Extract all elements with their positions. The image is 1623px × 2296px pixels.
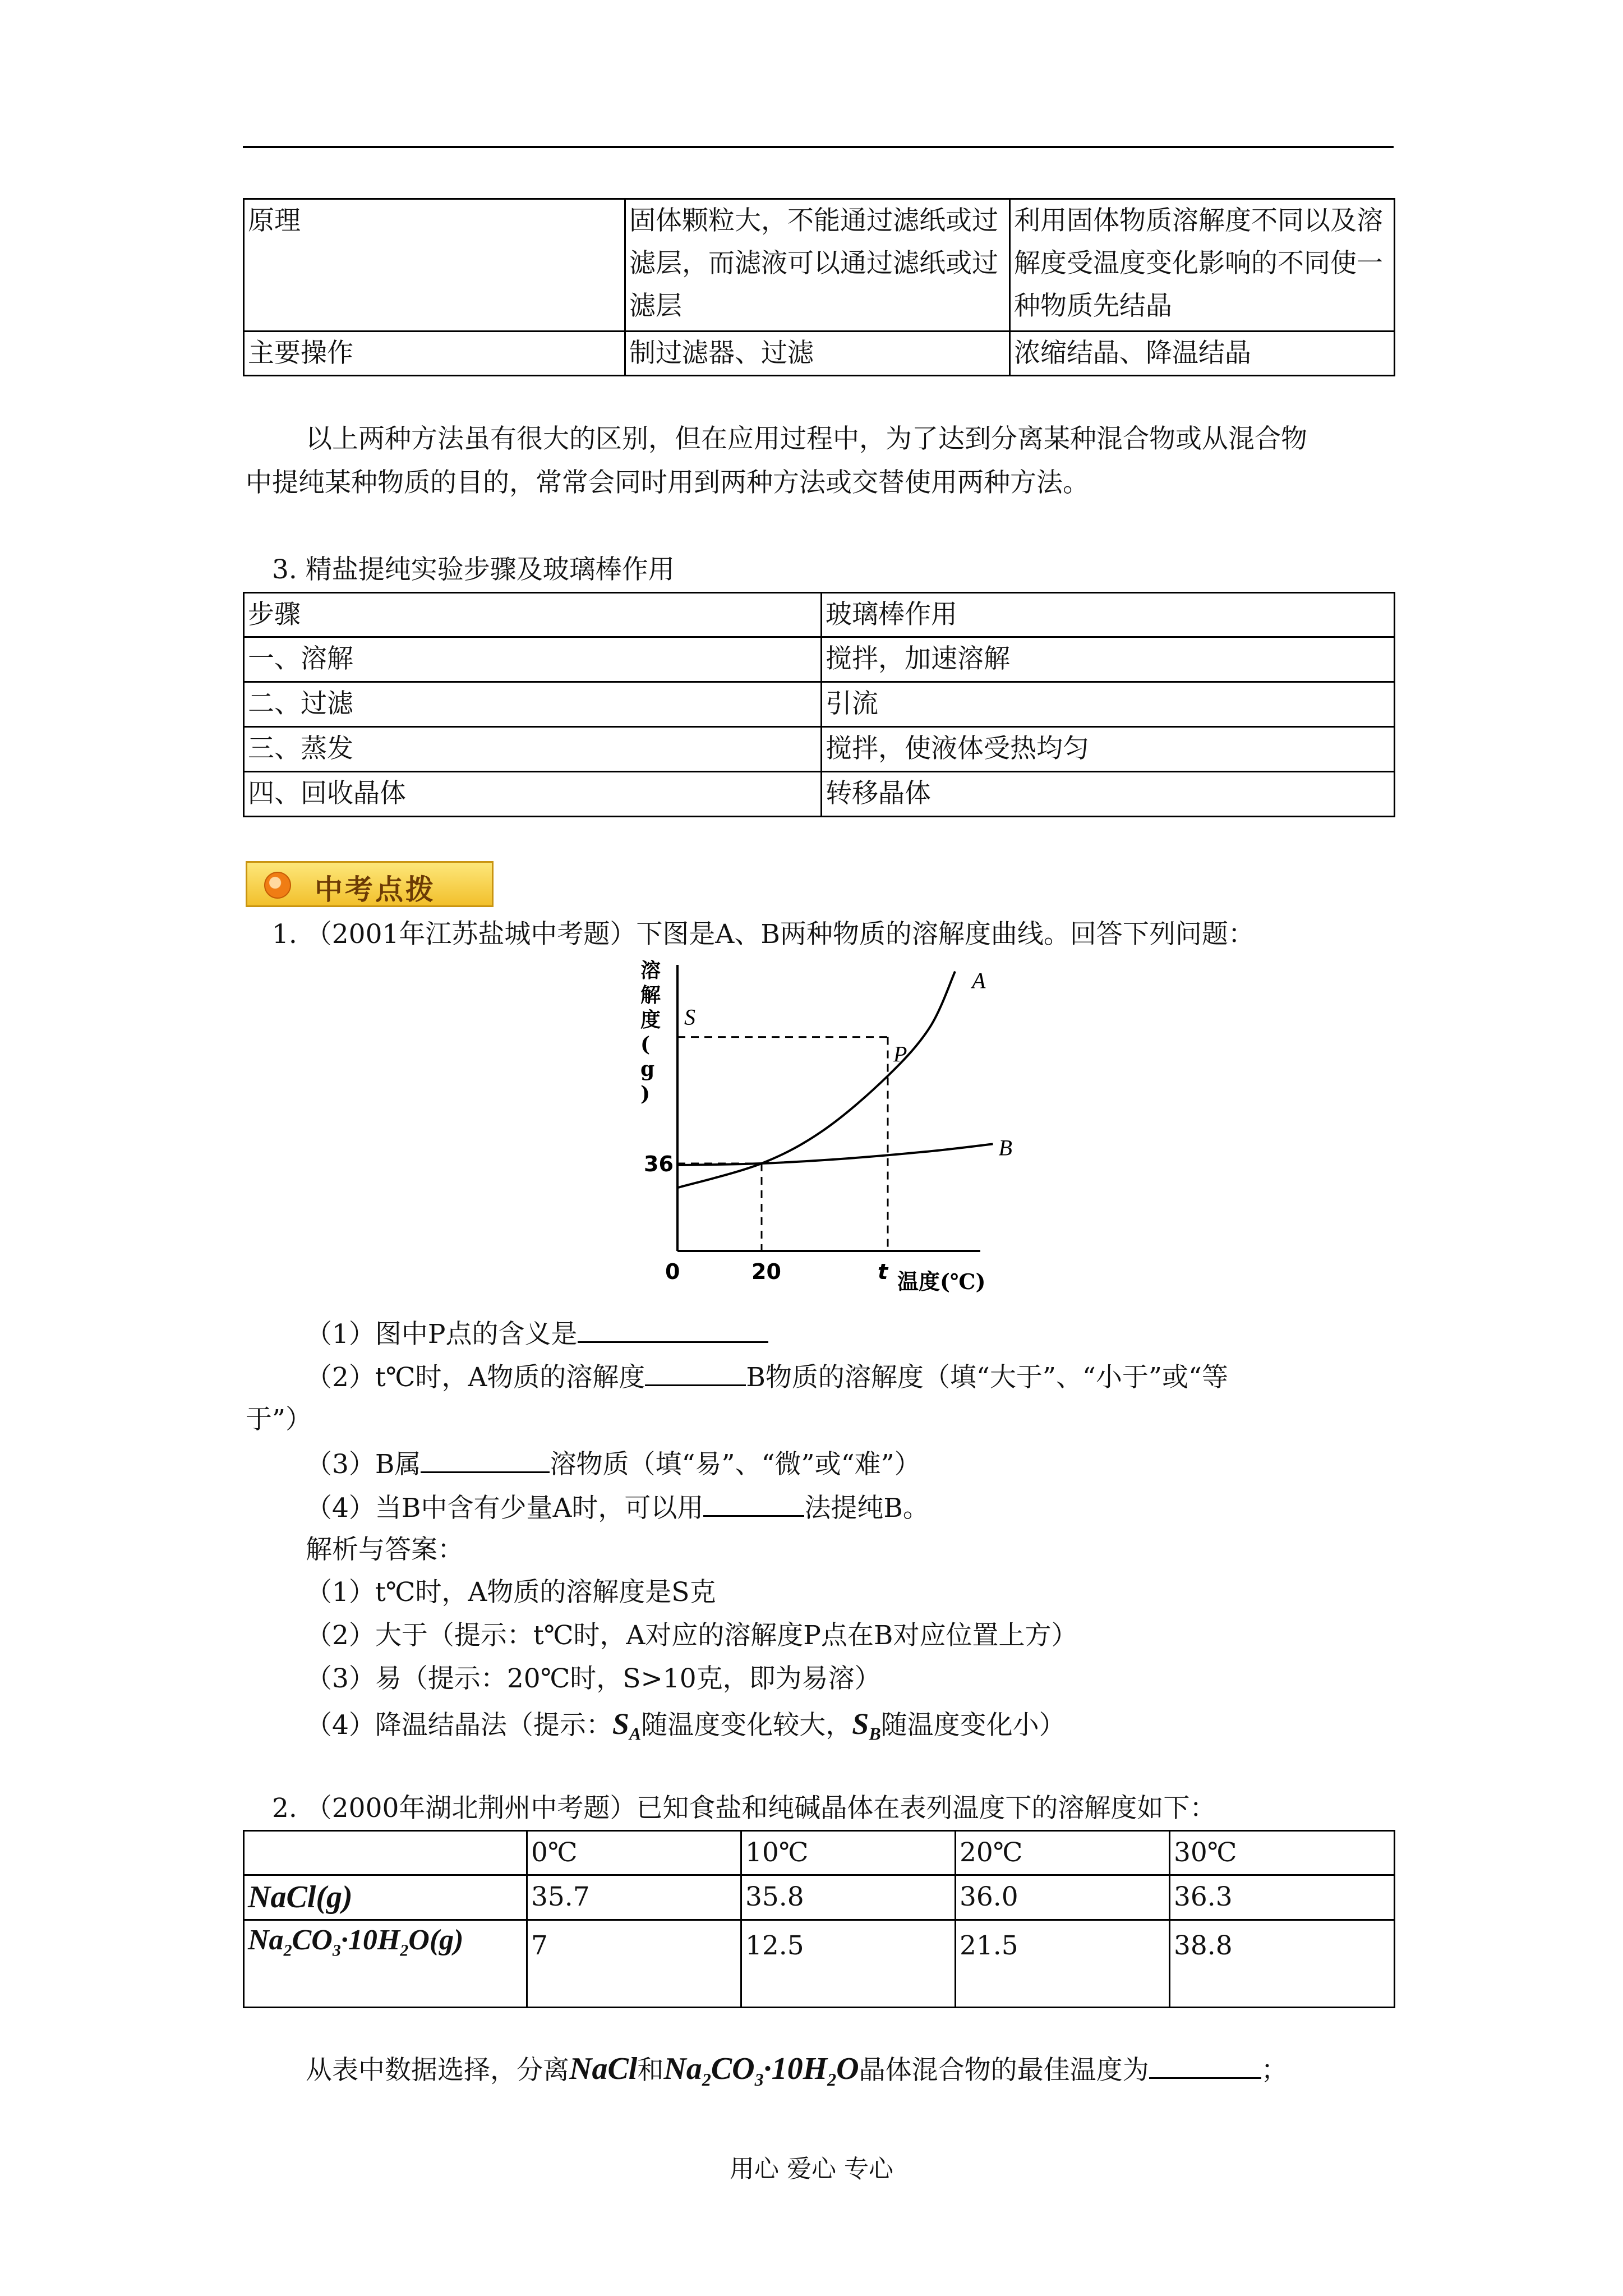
formula-part: CO [711, 2051, 755, 2086]
question-1-title: 1. （2001年江苏盐城中考题）下图是A、B两种物质的溶解度曲线。回答下列问题： [272, 919, 1255, 950]
table3-cell: 12.5 [741, 1920, 956, 2008]
paragraph-line: 中提纯某种物质的目的，常常会同时用到两种方法或交替使用两种方法。 [246, 467, 1089, 498]
x-axis-label: 温度(℃) [897, 1269, 986, 1294]
table1-cell: 浓缩结晶、降温结晶 [1010, 332, 1395, 376]
table2-cell: 二、过滤 [244, 682, 822, 727]
y-tick-s: S [684, 1004, 695, 1030]
formula-part: O [836, 2051, 859, 2086]
answer-blank[interactable] [421, 1446, 550, 1473]
na2co3-formula [663, 2051, 859, 2090]
table2-cell: 三、蒸发 [244, 727, 822, 772]
point-p-label: P [893, 1041, 907, 1067]
q1-sub3 [306, 1446, 921, 1481]
final-text: ； [1261, 2055, 1288, 2086]
table3-cell: 38.8 [1170, 1920, 1395, 2008]
page-footer: 用心 爱心 专心 [730, 2155, 893, 2183]
analysis-label: 解析与答案： [306, 1534, 464, 1565]
formula-sub: 2 [283, 1941, 292, 1960]
table3-cell: 21.5 [956, 1920, 1170, 2008]
formula-sub: 3 [332, 1941, 341, 1960]
answer-blank[interactable] [1149, 2051, 1261, 2079]
table1-cell: 制过滤器、过滤 [625, 332, 1010, 376]
series-a-line [677, 972, 955, 1188]
solubility-chart [628, 954, 1021, 1301]
nacl-label: NaCl(g) [244, 1875, 527, 1920]
answer-blank[interactable] [703, 1489, 804, 1517]
table3-header: 30℃ [1170, 1831, 1395, 1875]
table3-cell: 36.3 [1170, 1875, 1395, 1920]
y-tick-36: 36 [644, 1152, 674, 1176]
table2-cell: 一、溶解 [244, 637, 822, 682]
question-2-title: 2. （2000年湖北荆州中考题）已知食盐和纯碱晶体在表列温度下的溶解度如下： [272, 1793, 1216, 1824]
answer-blank[interactable] [578, 1315, 768, 1343]
table1-cell: 原理 [244, 199, 625, 332]
formula-sub: 2 [400, 1941, 409, 1960]
nacl-formula: NaCl [569, 2051, 638, 2086]
formula-part: CO [292, 1924, 333, 1956]
header-rule [243, 146, 1394, 148]
final-question-line [306, 2049, 1288, 2092]
badge-label: 中考点拨 [315, 873, 436, 906]
formula-part: Na [248, 1924, 284, 1956]
table3-header: 0℃ [527, 1831, 741, 1875]
final-text: 和 [637, 2055, 664, 2086]
answer-line: （1）t℃时，A物质的溶解度是S克 [306, 1577, 716, 1608]
symbol-s: S [612, 1707, 629, 1741]
answer-text: 随温度变化较大， [641, 1710, 852, 1741]
q1-sub-text: 法提纯B。 [804, 1493, 929, 1524]
table2-cell: 四、回收晶体 [244, 772, 822, 817]
symbol-s: S [852, 1707, 869, 1741]
formula-part: O(g) [408, 1924, 464, 1956]
final-text: 晶体混合物的最佳温度为 [859, 2055, 1149, 2086]
orange-dot-icon [264, 872, 291, 899]
na2co3-label [244, 1920, 527, 2008]
section-title: 3. 精盐提纯实验步骤及玻璃棒作用 [272, 554, 675, 585]
formula-part: ·10H [340, 1924, 400, 1956]
table2-header: 步骤 [244, 593, 822, 637]
table3-cell: 35.7 [527, 1875, 741, 1920]
x-tick-label: t [878, 1259, 888, 1284]
method-comparison-table [243, 198, 1395, 376]
q1-sub-text: （1）图中P点的含义是 [306, 1319, 578, 1350]
table1-cell: 主要操作 [244, 332, 625, 376]
table2-cell: 转移晶体 [822, 772, 1395, 817]
answer-line [306, 1704, 1066, 1746]
formula-sub: 3 [754, 2069, 764, 2090]
answer-text: 随温度变化小） [880, 1710, 1066, 1741]
q1-sub-text: B物质的溶解度（填“大于”、“小于”或“等 [746, 1362, 1228, 1393]
final-text: 从表中数据选择，分离 [306, 2055, 569, 2086]
series-a-label: A [972, 968, 986, 993]
q1-sub2-cont: 于”） [246, 1404, 312, 1435]
table2-cell: 搅拌，加速溶解 [822, 637, 1395, 682]
q1-sub-text: 溶物质（填“易”、“微”或“难”） [550, 1449, 921, 1480]
answer-text: （4）降温结晶法（提示： [306, 1710, 612, 1741]
q1-sub-text: （2）t℃时，A物质的溶解度 [306, 1362, 645, 1393]
exam-tips-badge [246, 861, 494, 907]
table3-header [244, 1831, 527, 1875]
table3-header: 20℃ [956, 1831, 1170, 1875]
answer-line: （3）易（提示：20℃时，S>10克，即为易溶） [306, 1663, 881, 1694]
table2-header: 玻璃棒作用 [822, 593, 1395, 637]
x-tick-label: 20 [751, 1259, 781, 1284]
table2-cell: 引流 [822, 682, 1395, 727]
series-b-label: B [998, 1135, 1012, 1161]
answer-line: （2）大于（提示：t℃时，A对应的溶解度P点在B对应位置上方） [306, 1620, 1078, 1651]
x-tick-label: 0 [665, 1259, 680, 1284]
formula-sub: 2 [702, 2069, 711, 2090]
q1-sub4 [306, 1489, 929, 1525]
formula-sub: 2 [827, 2069, 837, 2090]
table3-cell: 36.0 [956, 1875, 1170, 1920]
formula-part: Na [663, 2051, 702, 2086]
table2-cell: 搅拌，使液体受热均匀 [822, 727, 1395, 772]
table3-header: 10℃ [741, 1831, 956, 1875]
paragraph-line: 以上两种方法虽有很大的区别，但在应用过程中，为了达到分离某种混合物或从混合物 [306, 424, 1307, 454]
solubility-data-table [243, 1830, 1395, 2008]
y-axis-label: 溶解度( g ) [640, 959, 661, 1106]
q1-sub-text: （4）当B中含有少量A时，可以用 [306, 1493, 704, 1524]
answer-blank[interactable] [645, 1359, 746, 1386]
q1-sub2 [306, 1359, 1228, 1395]
table1-cell: 固体颗粒大，不能通过滤纸或过滤层，而滤液可以通过滤纸或过滤层 [625, 199, 1010, 332]
q1-sub-text: （3）B属 [306, 1449, 421, 1480]
q1-sub1 [306, 1315, 768, 1351]
table1-cell: 利用固体物质溶解度不同以及溶解度受温度变化影响的不同使一种物质先结晶 [1010, 199, 1395, 332]
formula-part: ·10H [763, 2051, 828, 2086]
table3-cell: 35.8 [741, 1875, 956, 1920]
salt-purification-table [243, 592, 1395, 817]
subscript: B [869, 1723, 881, 1744]
table3-cell: 7 [527, 1920, 741, 2008]
subscript: A [629, 1723, 642, 1744]
series-b-line [677, 1144, 993, 1165]
